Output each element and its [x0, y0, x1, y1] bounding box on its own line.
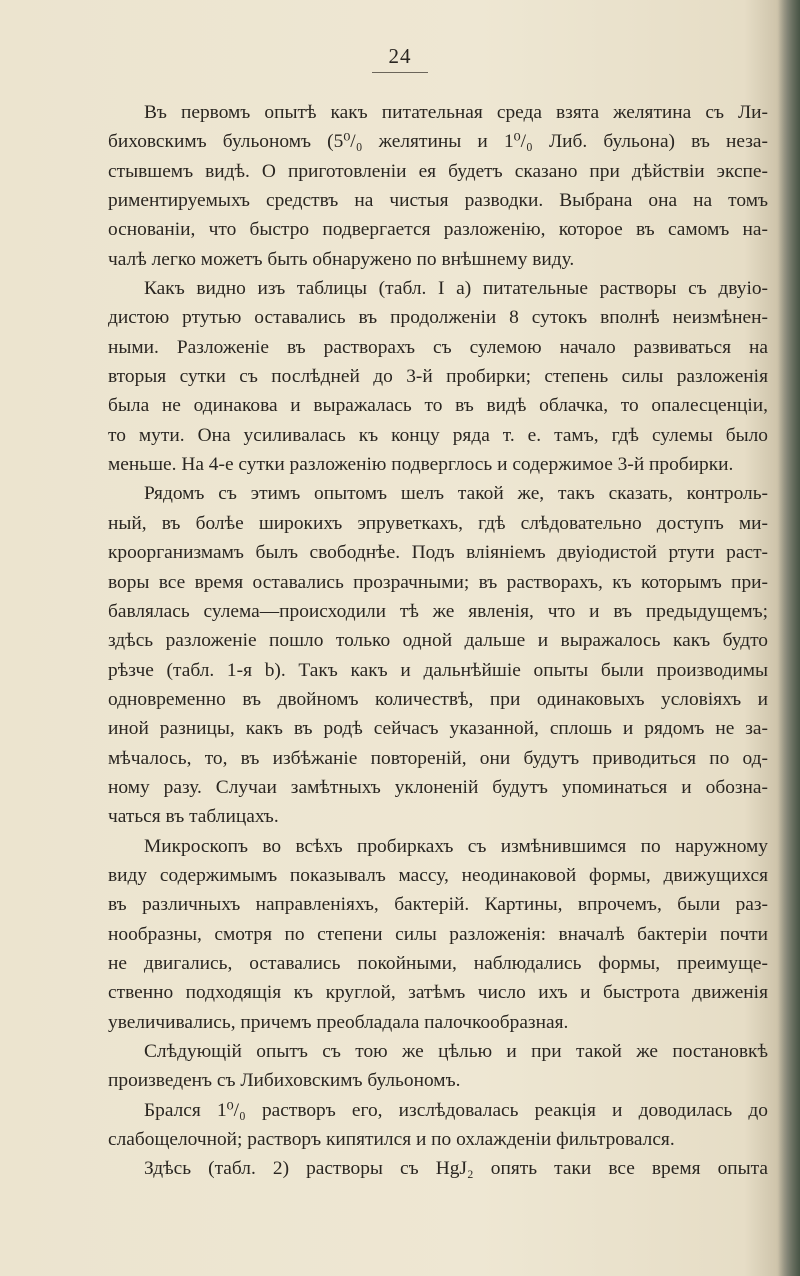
text-line: рѣзче (табл. 1-я b). Такъ какъ и дальнѣйшіе опыты были производимы — [108, 659, 768, 681]
text-line: кроорганизмамъ былъ свободнѣе. Подъ вліяніемъ двуіодистой ртути раст- — [108, 542, 768, 564]
text-line: мѣчалось, то, въ избѣжаніе повтореній, они будутъ приводиться по од- — [108, 747, 768, 769]
text-line: чалѣ легко можетъ быть обнаружено по внѣшнему виду. — [108, 248, 575, 270]
text-line: Здѣсь (табл. 2) растворы съ HgJ₂ опять таки все время опыта — [144, 1158, 768, 1180]
body-text — [108, 98, 768, 1184]
text-line: ный, въ болѣе широкихъ эпруветкахъ, гдѣ слѣдовательно доступъ ми- — [108, 512, 768, 534]
text-line: была не одинакова и выражалась то въ видѣ облачка, то опалесценціи, — [108, 395, 768, 417]
text-line: слабощелочной; растворъ кипятился и по охлажденіи фильтровался. — [108, 1129, 675, 1151]
text-line: дистою ртутью оставались въ продолженіи 8 сутокъ вполнѣ неизмѣнен- — [108, 307, 768, 329]
text-line: иной разницы, какъ въ родѣ сейчасъ указанной, сплошь и рядомъ не за- — [108, 718, 768, 740]
page-binding-edge — [778, 0, 800, 1276]
text-line: Рядомъ съ этимъ опытомъ шелъ такой же, такъ сказать, контроль- — [144, 483, 768, 505]
text-line: то мути. Она усиливалась къ концу ряда т. е. тамъ, гдѣ сулемы было — [108, 424, 768, 446]
text-line: произведенъ съ Либиховскимъ бульономъ. — [108, 1070, 461, 1092]
text-line: не двигались, оставались покойными, наблюдались формы, преимуще- — [108, 952, 768, 974]
text-line: увеличивались, причемъ преобладала палочкообразная. — [108, 1011, 569, 1033]
text-line: ственно подходящія къ круглой, затѣмъ число ихъ и быстрота движенія — [108, 982, 768, 1004]
text-line: бавлялась сулема—происходили тѣ же явленія, что и въ предыдущемъ; — [108, 600, 768, 622]
text-line: Слѣдующій опытъ съ тою же цѣлью и при такой же постановкѣ — [144, 1041, 768, 1062]
text-line: чаться въ таблицахъ. — [108, 806, 279, 828]
text-line: одновременно въ двойномъ количествѣ, при одинаковыхъ условіяхъ и — [108, 688, 768, 710]
text-line: стывшемъ видѣ. О приготовленіи ея будетъ сказано при дѣйствіи экспе- — [108, 160, 768, 182]
text-line: виду содержимымъ показывалъ массу, неодинаковой формы, движущихся — [108, 864, 768, 886]
text-line: вторыя сутки съ послѣдней до 3-й пробирки; степень силы разложенія — [108, 366, 768, 388]
text-line: Микроскопъ во всѣхъ пробиркахъ съ измѣнившимся по наружному — [144, 835, 768, 857]
text-line: Какъ видно изъ таблицы (табл. I а) питательные растворы съ двуіо- — [144, 278, 768, 300]
text-line: основаніи, что быстро подвергается разложенію, которое въ самомъ на- — [108, 219, 768, 241]
text-line: биховскимъ бульономъ (5⁰/₀ желятины и 1⁰/₀ Либ. бульона) въ неза- — [108, 131, 768, 153]
page-number: 24 — [388, 44, 412, 68]
text-line: нообразны, смотря по степени силы разложенія: вначалѣ бактеріи почти — [108, 923, 768, 945]
text-line: Брался 1⁰/₀ растворъ его, изслѣдовалась реакція и доводилась до — [144, 1099, 768, 1121]
text-line: въ различныхъ направленіяхъ, бактерій. Картины, впрочемъ, были раз- — [108, 894, 768, 916]
text-line: воры все время оставались прозрачными; въ растворахъ, къ которымъ при- — [108, 571, 768, 593]
text-line: ными. Разложеніе въ растворахъ съ сулемою начало развиваться на — [108, 336, 768, 358]
text-line: риментируемыхъ средствъ на чистыя разводки. Выбрана она на томъ — [108, 190, 768, 212]
text-line: здѣсь разложеніе пошло только одной дальше и выражалось какъ будто — [108, 630, 768, 652]
text-line: меньше. На 4-е сутки разложенію подверглось и содержимое 3-й пробирки. — [108, 454, 734, 476]
page-number-rule — [372, 72, 428, 73]
text-line: Въ первомъ опытѣ какъ питательная среда взята желятина съ Ли- — [144, 102, 768, 123]
text-line: ному разу. Случаи замѣтныхъ уклоненій будутъ упоминаться и обозна- — [108, 776, 768, 798]
